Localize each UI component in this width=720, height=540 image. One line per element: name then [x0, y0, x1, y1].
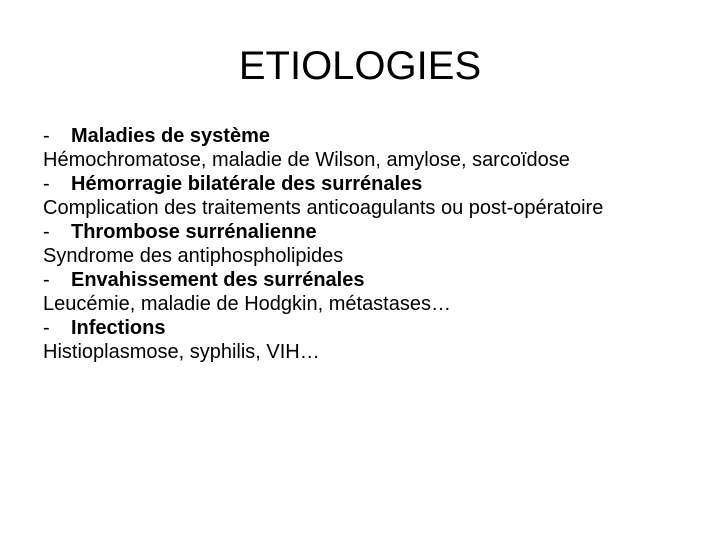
- dash-marker: -: [43, 317, 50, 339]
- section-description: Complication des traitements anticoagulants ou post-opératoire: [43, 197, 604, 219]
- section-description: Syndrome des antiphospholipides: [43, 245, 344, 267]
- section-heading: Maladies de système: [71, 125, 270, 147]
- section-heading-line: [43, 268, 683, 292]
- etiology-section-adrenal-invasion: [43, 268, 683, 316]
- etiology-section-adrenal-thrombosis: [43, 220, 683, 268]
- section-heading-line: [43, 220, 683, 244]
- section-heading-line: [43, 172, 683, 196]
- section-description: Histioplasmose, syphilis, VIH…: [43, 341, 320, 363]
- etiology-section-adrenal-hemorrhage: [43, 172, 683, 220]
- section-description: Hémochromatose, maladie de Wilson, amylose, sarcoïdose: [43, 149, 570, 171]
- dash-marker: -: [43, 125, 50, 147]
- section-heading: Infections: [71, 317, 166, 339]
- dash-marker: -: [43, 221, 50, 243]
- section-heading: Envahissement des surrénales: [71, 269, 365, 291]
- etiology-section-systemic-diseases: [43, 124, 683, 172]
- slide-body: [43, 124, 683, 364]
- dash-marker: -: [43, 269, 50, 291]
- section-heading-line: [43, 124, 683, 148]
- dash-marker: -: [43, 173, 50, 195]
- section-description: Leucémie, maladie de Hodgkin, métastases…: [43, 293, 451, 315]
- section-heading: Hémorragie bilatérale des surrénales: [71, 173, 423, 195]
- section-heading: Thrombose surrénalienne: [71, 221, 317, 243]
- etiology-section-infections: [43, 316, 683, 364]
- section-heading-line: [43, 316, 683, 340]
- slide-title: ETIOLOGIES: [238, 44, 482, 88]
